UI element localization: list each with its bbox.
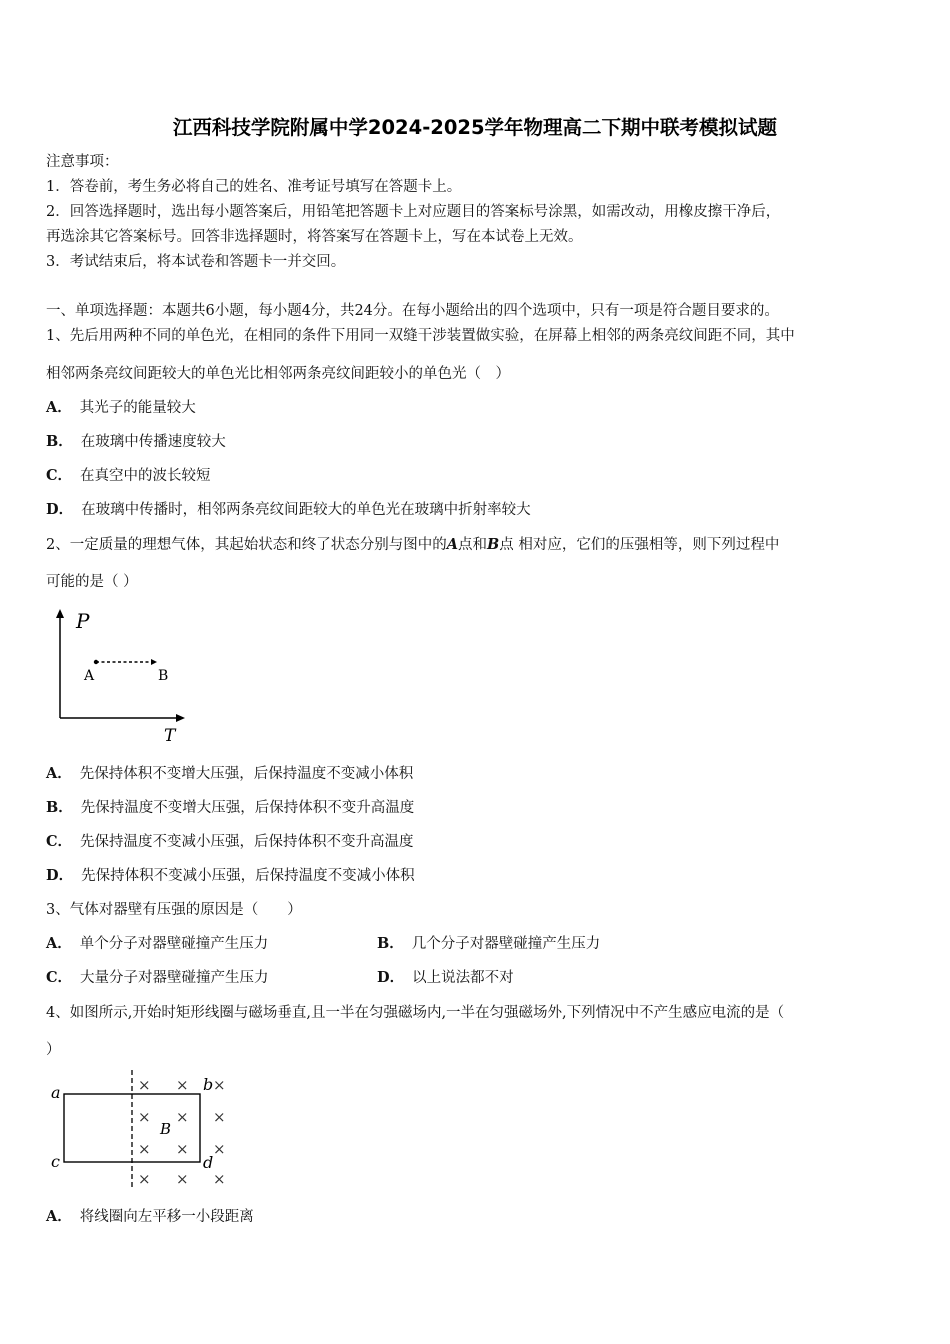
x-axis-label: T [164, 726, 176, 746]
cross: × [213, 1140, 226, 1158]
notice-heading: 注意事项： [46, 154, 119, 170]
q2-stem-mid: 点和 [458, 537, 487, 553]
option-text: 将线圈向左平移一小段距离 [79, 1209, 254, 1225]
field-label-b: B [160, 1120, 172, 1138]
q1-option-c [46, 466, 211, 486]
cross: × [213, 1108, 226, 1126]
page-title: 江西科技学院附属中学2024-2025学年物理高二下期中联考模拟试题 [172, 116, 778, 139]
q2-stem-line2: 可能的是（ ） [46, 574, 138, 590]
option-letter: C． [46, 969, 73, 986]
cross: × [138, 1170, 151, 1188]
option-letter: A． [46, 1208, 72, 1225]
cross: × [213, 1170, 226, 1188]
notice-item: 1．答卷前，考生务必将自己的姓名、准考证号填写在答题卡上。 [46, 179, 462, 195]
q4-coil-field-figure [46, 1066, 236, 1196]
option-text: 先保持体积不变增大压强，后保持温度不变减小体积 [79, 766, 414, 782]
option-letter: B． [46, 433, 73, 450]
corner-label-a: a [51, 1083, 61, 1102]
x-axis-arrow [176, 714, 185, 722]
q3-stem: 3、气体对器壁有压强的原因是（ ） [46, 902, 302, 918]
option-letter: D． [46, 501, 74, 518]
option-text: 在玻璃中传播时，相邻两条亮纹间距较大的单色光在玻璃中折射率较大 [81, 502, 531, 518]
point-a-dot [94, 660, 98, 664]
notice-item: 3．考试结束后，将本试卷和答题卡一并交回。 [46, 254, 346, 270]
option-text: 先保持温度不变减小压强，后保持体积不变升高温度 [80, 834, 414, 850]
q2-stem-line1 [46, 535, 779, 555]
cross: × [138, 1140, 151, 1158]
cross: × [176, 1170, 189, 1188]
option-text: 在玻璃中传播速度较大 [80, 434, 226, 450]
q3-option-c [46, 968, 269, 988]
option-text: 其光子的能量较大 [79, 400, 196, 416]
option-letter: A． [46, 765, 72, 782]
option-letter: C． [46, 833, 73, 850]
q1-stem-line2: 相邻两条亮纹间距较大的单色光比相邻两条亮纹间距较小的单色光（ ） [46, 366, 510, 382]
option-letter: B． [377, 935, 404, 952]
option-letter: D． [46, 867, 74, 884]
q4-option-a [46, 1207, 254, 1227]
option-text: 先保持体积不变减小压强，后保持温度不变减小体积 [81, 868, 415, 884]
option-text: 先保持温度不变增大压强，后保持体积不变升高温度 [80, 800, 415, 816]
q2-option-c [46, 832, 414, 852]
option-text: 单个分子对器壁碰撞产生压力 [79, 936, 269, 952]
q2-point-a-label: A [446, 536, 458, 553]
option-letter: B． [46, 799, 73, 816]
q2-pt-graph [44, 606, 194, 746]
section-heading: 一、单项选择题：本题共6小题，每小题4分，共24分。在每小题给出的四个选项中，只有一项是符合题目要求的。 [46, 303, 779, 319]
corner-label-c: c [51, 1152, 60, 1171]
q4-stem-line1: 4、如图所示,开始时矩形线圈与磁场垂直,且一半在匀强磁场内,一半在匀强磁场外,下列情况中不产生感应电流的是（ [46, 1005, 785, 1021]
cross: × [176, 1076, 189, 1094]
option-text: 以上说法都不对 [412, 970, 514, 986]
q2-option-a [46, 764, 413, 784]
notice-item: 2．回答选择题时，选出每小题答案后，用铅笔把答题卡上对应题目的答案标号涂黑，如需改动，用橡皮擦干净后， [46, 204, 781, 220]
cross: × [176, 1108, 189, 1126]
option-text: 在真空中的波长较短 [80, 468, 211, 484]
option-letter: A． [46, 935, 72, 952]
magnetic-field-crosses [138, 1076, 226, 1188]
q2-point-b-label: B [487, 536, 500, 553]
cross: × [176, 1140, 189, 1158]
ab-arrow-head [151, 659, 157, 665]
q1-stem-line1: 1、先后用两种不同的单色光，在相同的条件下用同一双缝干涉装置做实验，在屏幕上相邻的两条亮纹间距不同，其中 [46, 328, 795, 344]
cross: × [138, 1108, 151, 1126]
q3-option-d [377, 968, 514, 988]
option-text: 大量分子对器壁碰撞产生压力 [80, 970, 269, 986]
q4-stem-line2: ） [46, 1042, 61, 1058]
notice-item: 再选涂其它答案标号。回答非选择题时，将答案写在答题卡上，写在本试卷上无效。 [46, 229, 583, 245]
y-axis-arrow [56, 609, 64, 618]
q1-option-d [46, 500, 531, 520]
q1-option-b [46, 432, 226, 452]
option-letter: A． [46, 399, 72, 416]
point-b-label: B [158, 668, 169, 684]
corner-label-d: d [203, 1153, 214, 1172]
option-letter: C． [46, 467, 73, 484]
cross: × [138, 1076, 151, 1094]
y-axis-label: P [76, 609, 90, 633]
q1-option-a [46, 398, 196, 418]
q2-option-b [46, 798, 414, 818]
q2-option-d [46, 866, 415, 886]
q2-stem-pre: 2、一定质量的理想气体，其起始状态和终了状态分别与图中的 [46, 537, 447, 553]
q2-stem-post: 点 相对应，它们的压强相等，则下列过程中 [499, 537, 780, 553]
cross: × [213, 1076, 226, 1094]
corner-label-b: b [203, 1075, 214, 1094]
option-letter: D． [377, 969, 405, 986]
q3-option-a [46, 934, 268, 954]
point-a-label: A [84, 668, 95, 684]
q3-option-b [377, 934, 600, 954]
option-text: 几个分子对器壁碰撞产生压力 [411, 936, 601, 952]
